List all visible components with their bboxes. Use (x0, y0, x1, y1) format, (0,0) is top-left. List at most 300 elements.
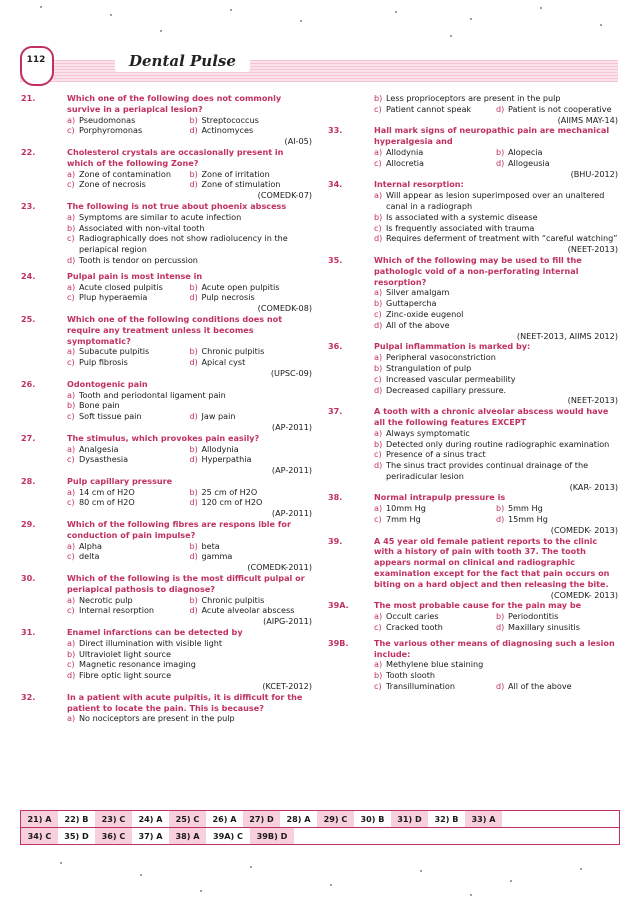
options-list (67, 541, 312, 563)
answer-cell: 24) A (138, 814, 163, 824)
options-row (67, 357, 312, 368)
option-letter: b) (189, 540, 198, 551)
option-text: Plup hyperaemia (79, 292, 148, 303)
option-text: Maxillary sinusitis (508, 622, 580, 633)
options-list (67, 212, 312, 266)
option-letter: d) (496, 622, 505, 633)
option-text: Presence of a sinus tract (386, 449, 486, 460)
option-letter: c) (67, 292, 75, 303)
option-text: Peripheral vasoconstriction (386, 352, 496, 363)
spacer (21, 724, 312, 729)
options-row (374, 622, 618, 633)
option (67, 169, 190, 180)
question-stem: Odontogenic pain (67, 378, 148, 389)
options-row (374, 611, 618, 622)
option-letter: c) (374, 681, 382, 692)
option-text: Alpha (79, 540, 103, 551)
question-block (21, 476, 312, 519)
option-letter: c) (374, 373, 382, 384)
source-tag: (UPSC-09) (270, 367, 312, 378)
option (67, 659, 312, 670)
question-stem: A tooth with a chronic alveolar abscess would have all the following features EXCEPT (374, 406, 609, 427)
source-tag: (BHU-2012) (570, 168, 618, 179)
question-block (21, 314, 312, 379)
option-letter: b) (67, 222, 76, 233)
speckle (420, 870, 422, 872)
option-text: Zone of stimulation (201, 179, 281, 190)
option (374, 681, 496, 692)
question-block (328, 406, 618, 492)
question-number: 36. (328, 341, 343, 352)
question-stem: Internal resorption: (374, 179, 464, 190)
option (190, 487, 313, 498)
question-number: 31. (21, 627, 36, 638)
speckle (395, 11, 397, 13)
option-letter: d) (496, 157, 505, 168)
option (496, 158, 618, 169)
option-text: Pulp necrosis (201, 292, 255, 303)
question-block (328, 638, 618, 697)
option-letter: d) (189, 357, 198, 368)
option-letter: d) (189, 179, 198, 190)
options-row (374, 681, 618, 692)
option-letter: d) (189, 454, 198, 465)
option (374, 428, 618, 439)
option-letter: b) (67, 648, 76, 659)
option-text: 5mm Hg (508, 503, 543, 514)
options-list (374, 659, 618, 691)
option (67, 444, 190, 455)
option (190, 605, 313, 616)
option-letter: a) (374, 503, 383, 514)
options-row (67, 541, 312, 552)
option (67, 115, 190, 126)
options-row (67, 179, 312, 190)
option (67, 649, 312, 660)
option-text: Increased vascular permeability (386, 373, 516, 384)
option (67, 551, 190, 562)
speckle (470, 894, 472, 896)
options-list (374, 147, 618, 169)
option-text: Tooth slooth (386, 670, 436, 681)
option-letter: b) (496, 503, 505, 514)
option-letter: c) (67, 179, 75, 190)
source-tag: (COMEDK- 2013) (550, 524, 618, 535)
option-letter: b) (374, 362, 383, 373)
question-number: 39A. (328, 600, 349, 611)
options-row (374, 514, 618, 525)
option-text: Always symptomatic (386, 427, 470, 438)
option-letter: a) (67, 637, 76, 648)
option-text: Dysasthesia (79, 454, 129, 465)
options-row (374, 158, 618, 169)
speckle (250, 866, 252, 868)
source-tag: (KAR- 2013) (569, 481, 618, 492)
option-text: Tooth is tendor on percussion (79, 254, 198, 265)
option-text: Detected only during routine radiographic examination (386, 438, 610, 449)
option-letter: a) (374, 190, 383, 201)
option-letter: c) (67, 497, 75, 508)
right-column (328, 93, 618, 697)
question-block (21, 271, 312, 314)
option (67, 179, 190, 190)
option-text: Requires deferment of treatment with “careful watching” (386, 233, 618, 244)
option (374, 659, 618, 670)
option-letter: d) (496, 514, 505, 525)
source-tag: (COMEDK-08) (257, 303, 312, 314)
option (67, 292, 190, 303)
options-row (67, 125, 312, 136)
option-text: Actinomyces (201, 125, 254, 136)
option-text: Silver amalgam (386, 287, 450, 298)
option (374, 363, 618, 374)
option (190, 411, 313, 422)
answer-key (20, 810, 620, 845)
question-block (21, 519, 312, 573)
option (374, 147, 496, 158)
answer-cell: 34) C (21, 828, 58, 844)
options-row (374, 104, 618, 115)
option-letter: b) (67, 400, 76, 411)
option-text: Necrotic pulp (79, 594, 133, 605)
question-stem: Pulp capillary pressure (67, 475, 173, 486)
question-number: 25. (21, 313, 36, 324)
option (374, 385, 618, 396)
options-list (67, 713, 312, 724)
option-text: Occult caries (386, 611, 439, 622)
option-letter: a) (67, 168, 76, 179)
option-text: Soft tissue pain (79, 411, 142, 422)
option (190, 346, 313, 357)
options-list (67, 115, 312, 137)
option-letter: c) (67, 605, 75, 616)
option-letter: a) (67, 389, 76, 400)
options-list (67, 638, 312, 681)
question-stem: Pulpal inflammation is marked by: (374, 341, 531, 352)
option (374, 514, 496, 525)
option (374, 503, 496, 514)
option-letter: b) (189, 594, 198, 605)
option (190, 444, 313, 455)
question-stem: Cholesterol crystals are occasionally present in which of the following Zone? (67, 146, 284, 168)
options-list (67, 487, 312, 509)
option (190, 125, 313, 136)
answer-cell: 36) C (95, 828, 132, 844)
options-list (374, 503, 618, 525)
question-number: 30. (21, 573, 36, 584)
option (374, 309, 618, 320)
option (190, 454, 313, 465)
option (190, 169, 313, 180)
answer-cell: 21) A (21, 811, 58, 827)
option-text: Streptococcus (201, 114, 259, 125)
option-text: beta (201, 540, 220, 551)
option-text: Less proprioceptors are present in the pulp (386, 93, 561, 103)
question-number: 23. (21, 200, 36, 211)
option-letter: a) (374, 287, 383, 298)
question-number: 38. (328, 492, 343, 503)
option-text: Analgesia (79, 443, 119, 454)
option (496, 514, 618, 525)
source-tag: (COMEDK- 2013) (550, 589, 618, 600)
option (374, 320, 618, 331)
answer-cell: 29) C (317, 811, 354, 827)
option-text: Direct illumination with visible light (79, 637, 223, 648)
question-stem: The various other means of diagnosing such a lesion include: (374, 637, 615, 659)
question-block (328, 255, 618, 341)
option-letter: c) (374, 622, 382, 633)
speckle (580, 868, 582, 870)
option (67, 454, 190, 465)
page-title: Dental Pulse (115, 50, 250, 72)
option (374, 223, 618, 234)
option (67, 255, 312, 266)
option (190, 595, 313, 606)
options-row (67, 551, 312, 562)
option-text: Associated with non-vital tooth (79, 222, 205, 233)
option-text: All of the above (386, 319, 450, 330)
option (374, 352, 618, 363)
options-row (67, 169, 312, 180)
options-list (374, 428, 618, 482)
answer-cell: 30) B (360, 814, 385, 824)
option-text: Chronic pulpitis (201, 346, 265, 357)
question-stem: A 45 year old female patient reports to the clinic with a history of pain with tooth 37. The tooth appears normal on clinical and radiographic examination except for the fact that pain occurs on biting on a hard object and then releasing the bite. (374, 535, 610, 589)
option (374, 104, 496, 115)
option (67, 357, 190, 368)
option-text: Porphyromonas (79, 125, 143, 136)
question-stem: Which of the following is the most difficult pulpal or periapical pathosis to diagnose? (67, 573, 305, 594)
option-text: Methylene blue staining (386, 659, 484, 670)
option (374, 449, 618, 460)
answer-cell: 39B) D (250, 828, 294, 844)
question-number: 39. (328, 535, 343, 546)
option (374, 158, 496, 169)
option (190, 357, 313, 368)
option-letter: c) (67, 659, 75, 670)
source-tag: (COMEDK-07) (257, 190, 312, 201)
option-text: Symptoms are similar to acute infection (79, 211, 242, 222)
options-list (67, 444, 312, 466)
option (374, 439, 618, 450)
option (67, 346, 190, 357)
speckle (600, 24, 602, 26)
speckle (470, 18, 472, 20)
speckle (200, 890, 202, 892)
option-text: No nociceptors are present in the pulp (79, 713, 235, 724)
option (190, 179, 313, 190)
option-text: Subacute pulpitis (79, 346, 150, 357)
option-letter: d) (189, 125, 198, 136)
option (496, 622, 618, 633)
option (374, 212, 618, 223)
answer-cell: 31) D (391, 811, 428, 827)
option (67, 223, 312, 234)
source-tag: (NEET-2013, AIIMS 2012) (516, 330, 618, 341)
question-stem: Pulpal pain is most intense in (67, 270, 203, 281)
option-letter: d) (67, 254, 76, 265)
option-letter: c) (67, 357, 75, 368)
question-block (21, 93, 312, 147)
option (67, 713, 312, 724)
question-number: 26. (21, 378, 36, 389)
option-text: Strangulation of pulp (386, 362, 472, 373)
option (374, 622, 496, 633)
option (67, 400, 312, 411)
option-text: 120 cm of H2O (201, 497, 263, 508)
option-letter: c) (67, 551, 75, 562)
option-text: delta (79, 551, 100, 562)
options-row (67, 595, 312, 606)
question-block (21, 573, 312, 627)
option-letter: b) (374, 670, 383, 681)
question-stem: Normal intrapulp pressure is (374, 492, 506, 503)
source-tag: (AI-05) (284, 136, 312, 147)
option-letter: c) (374, 308, 382, 319)
options-row (67, 497, 312, 508)
source-tag: (NEET-2013) (567, 395, 618, 406)
option-text: Allogeusia (508, 157, 550, 168)
question-stem: Which of the following fibres are respons ible for conduction of pain impulse? (67, 519, 291, 540)
source-tag: (COMEDK-2011) (247, 562, 312, 573)
option-text: Chronic pulpitis (201, 594, 265, 605)
option-letter: c) (67, 411, 75, 422)
options-list (374, 190, 618, 244)
option-letter: a) (67, 443, 76, 454)
options-list (67, 346, 312, 368)
option (374, 460, 618, 482)
header-band (20, 60, 618, 82)
source-tag: (AP-2011) (271, 465, 312, 476)
option-text: Pseudomonas (79, 114, 136, 125)
option (67, 125, 190, 136)
question-number: 29. (21, 519, 36, 530)
option (496, 611, 618, 622)
question-block (328, 600, 618, 637)
option-letter: c) (67, 454, 75, 465)
option-letter: c) (374, 449, 382, 460)
question-block (328, 492, 618, 535)
option-letter: d) (496, 681, 505, 692)
option-text: Zone of necrosis (79, 179, 146, 190)
option-text: Periodontitis (508, 611, 559, 622)
answer-cell: 25) C (169, 811, 206, 827)
option-text: Alopecia (508, 146, 543, 157)
option-text: Ultraviolet light source (79, 648, 171, 659)
option-text: 7mm Hg (386, 514, 421, 525)
option (374, 670, 618, 681)
option (67, 487, 190, 498)
options-row (67, 487, 312, 498)
option (496, 681, 618, 692)
options-row (67, 454, 312, 465)
option-text: Patient cannot speak (386, 103, 472, 114)
option-letter: a) (374, 352, 383, 363)
question-number: 34. (328, 179, 343, 190)
options-row (374, 147, 618, 158)
option (67, 233, 312, 255)
options-row (67, 115, 312, 126)
option-letter: b) (374, 298, 383, 309)
question-block (21, 433, 312, 476)
option-letter: d) (189, 411, 198, 422)
option-text: Decreased capillary pressure. (386, 384, 507, 395)
options-row (67, 292, 312, 303)
option-letter: a) (374, 611, 383, 622)
option-text: Zone of contamination (79, 168, 171, 179)
question-number: 37. (328, 406, 343, 417)
option-text: 25 cm of H2O (201, 486, 258, 497)
option (190, 115, 313, 126)
option-letter: a) (67, 114, 76, 125)
option-letter: d) (189, 551, 198, 562)
option (67, 411, 190, 422)
option (67, 638, 312, 649)
answer-cell: 26) A (212, 814, 237, 824)
speckle (40, 6, 42, 8)
question-stem: The following is not true about phoenix abscess (67, 200, 287, 211)
option-text: Is associated with a systemic disease (386, 211, 538, 222)
option-letter: b) (496, 611, 505, 622)
option-text: 10mm Hg (386, 503, 426, 514)
question-stem: The most probable cause for the pain may be (374, 600, 582, 611)
speckle (330, 884, 332, 886)
option (374, 611, 496, 622)
question-stem: Enamel infarctions can be detected by (67, 627, 243, 638)
question-number: 28. (21, 475, 36, 486)
option-text: Will appear as lesion superimposed over an unaltered canal in a radiograph (386, 190, 605, 211)
option-text: Tooth and periodontal ligament pain (79, 389, 226, 400)
option-text: Patient is not cooperative (508, 103, 612, 114)
option-letter: c) (374, 222, 382, 233)
question-number: 33. (328, 125, 343, 136)
speckle (450, 35, 452, 37)
option-letter: b) (496, 146, 505, 157)
option-text: Jaw pain (201, 411, 236, 422)
answer-cell: 39A) C (213, 831, 243, 841)
source-tag: (KCET-2012) (262, 681, 312, 692)
spacer (328, 692, 618, 697)
options-list (67, 595, 312, 617)
speckle (230, 9, 232, 11)
question-block (21, 692, 312, 729)
source-tag: (AP-2011) (271, 421, 312, 432)
question-number: 32. (21, 691, 36, 702)
option (190, 541, 313, 552)
source-tag: (AIIMS MAY-14) (557, 114, 618, 125)
option (190, 292, 313, 303)
source-tag: (AIPG-2011) (263, 616, 312, 627)
options-list (374, 611, 618, 633)
question-number: 35. (328, 254, 343, 265)
option-text: Fibre optic light source (79, 670, 172, 681)
option-text: Zinc-oxide eugenol (386, 308, 464, 319)
options-row (67, 605, 312, 616)
option-text: 80 cm of H2O (79, 497, 135, 508)
option-text: Allocretia (386, 157, 424, 168)
answer-cell: 27) D (243, 811, 280, 827)
option (496, 104, 618, 115)
option-letter: a) (374, 427, 383, 438)
option-text: Guttapercha (386, 298, 437, 309)
option-letter: a) (67, 211, 76, 222)
answer-cell: 32) B (434, 814, 459, 824)
question-block (21, 627, 312, 692)
answer-cell: 23) C (95, 811, 132, 827)
question-stem: The stimulus, which provokes pain easily? (67, 432, 260, 443)
option-letter: d) (374, 233, 383, 244)
option (67, 212, 312, 223)
